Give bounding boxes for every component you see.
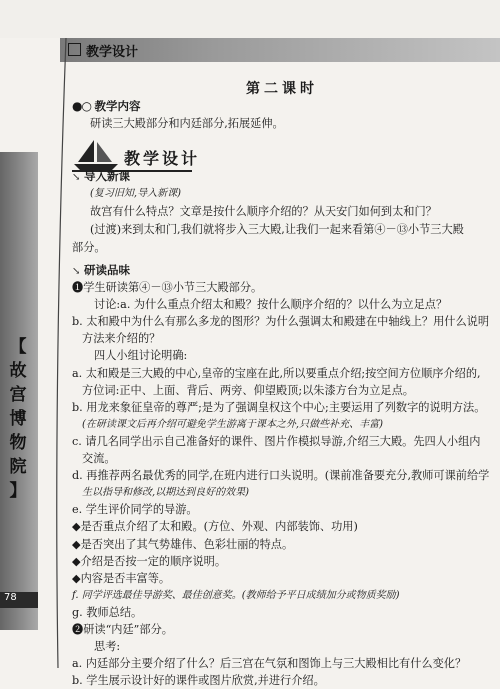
study-line: a. 太和殿是三大殿的中心,皇帝的宝座在此,所以要重点介绍;按空间方位顺序介绍的, <box>72 366 481 380</box>
study-line: ◆介绍是否按一定的顺序说明。 <box>72 554 227 568</box>
study-line: 四人小组讨论明确: <box>94 349 188 363</box>
header-title: 教学设计 <box>86 45 139 60</box>
teaching-content-text: 研读三大殿部分和内廷部分,拓展延伸。 <box>90 117 284 130</box>
study-line: 方位词:正中、上面、背后、两旁、仰望殿顶;以朱漆方台为立足点。 <box>82 383 414 397</box>
study-line: 方法来介绍的？ <box>82 332 161 346</box>
study-line: 生以指导和修改,以期达到良好的效果) <box>82 487 250 499</box>
page-number: 78 <box>0 592 38 608</box>
sailboat-icon <box>72 138 122 172</box>
study-line: 思考: <box>94 640 121 654</box>
study-line: e. 学生评价同学的导游。 <box>72 503 198 517</box>
study-line: f. 同学评选最佳导游奖、最佳创意奖。(教师给予平日成绩加分或物质奖励) <box>72 589 400 601</box>
study-line: a. 内廷部分主要介绍了什么？后三宫在气氛和图饰上与三大殿相比有什么变化？ <box>72 657 467 671</box>
intro-line: (过渡)来到太和门,我们就将步入三大殿,让我们一起来看第④－⑬小节三大殿 <box>90 223 464 236</box>
study-line: d. 再推荐两名最优秀的同学,在班内进行口头说明。(课前准备要充分,教师可课前给学 <box>72 469 490 483</box>
intro-line: 故宫有什么特点？文章是按什么顺序介绍的？从天安门如何到太和门？ <box>90 205 437 218</box>
arrow-marker-icon: ↘ <box>72 172 81 183</box>
study-line: g. 教师总结。 <box>72 605 143 619</box>
design-heading: 教学设计 <box>124 149 201 168</box>
study-line: ❶学生研读第④－⑬小节三大殿部分。 <box>72 281 263 294</box>
lesson-title: 第二课时 <box>246 81 318 97</box>
spine-title: 【 故 宫 博 物 院 】 <box>9 337 27 501</box>
intro-line: (复习旧知,导入新课) <box>90 188 181 199</box>
study-line: ❷研读“内廷”部分。 <box>72 623 173 636</box>
study-line: b. 用龙来象征皇帝的尊严;是为了强调皇权这个中心;主要运用了列数字的说明方法。 <box>72 400 486 414</box>
study-heading: ↘ 研读品味 <box>72 263 130 277</box>
study-line: ◆是否突出了其气势雄伟、色彩壮丽的特点。 <box>72 537 294 551</box>
study-line: 交流。 <box>82 452 116 465</box>
study-line: c. 请几名同学出示自己准备好的课件、图片作模拟导游,介绍三大殿。先四人小组内 <box>72 434 481 448</box>
bullet-dots-icon: ●○ <box>72 99 91 113</box>
study-line: (在研读课文后再介绍可避免学生游离于课本之外,只做些补充、丰富) <box>82 418 383 430</box>
arrow-marker-icon: ↘ <box>72 266 81 277</box>
teaching-content-heading: ●○ 教学内容 <box>72 99 141 113</box>
study-line: b. 太和殿中为什么有那么多龙的图形？为什么强调太和殿建在中轴线上？用什么说明 <box>72 315 490 329</box>
study-line: ◆内容是否丰富等。 <box>72 571 171 585</box>
study-line: ◆是否重点介绍了太和殿。(方位、外观、内部装饰、功用) <box>72 520 358 534</box>
intro-line: 部分。 <box>72 241 106 254</box>
study-line: 讨论:a. 为什么重点介绍太和殿？按什么顺序介绍的？以什么为立足点？ <box>94 298 448 312</box>
study-line: b. 学生展示设计好的课件或图片欣赏,并进行介绍。 <box>72 674 325 688</box>
intro-heading: ↘ 导入新课 <box>72 169 130 183</box>
